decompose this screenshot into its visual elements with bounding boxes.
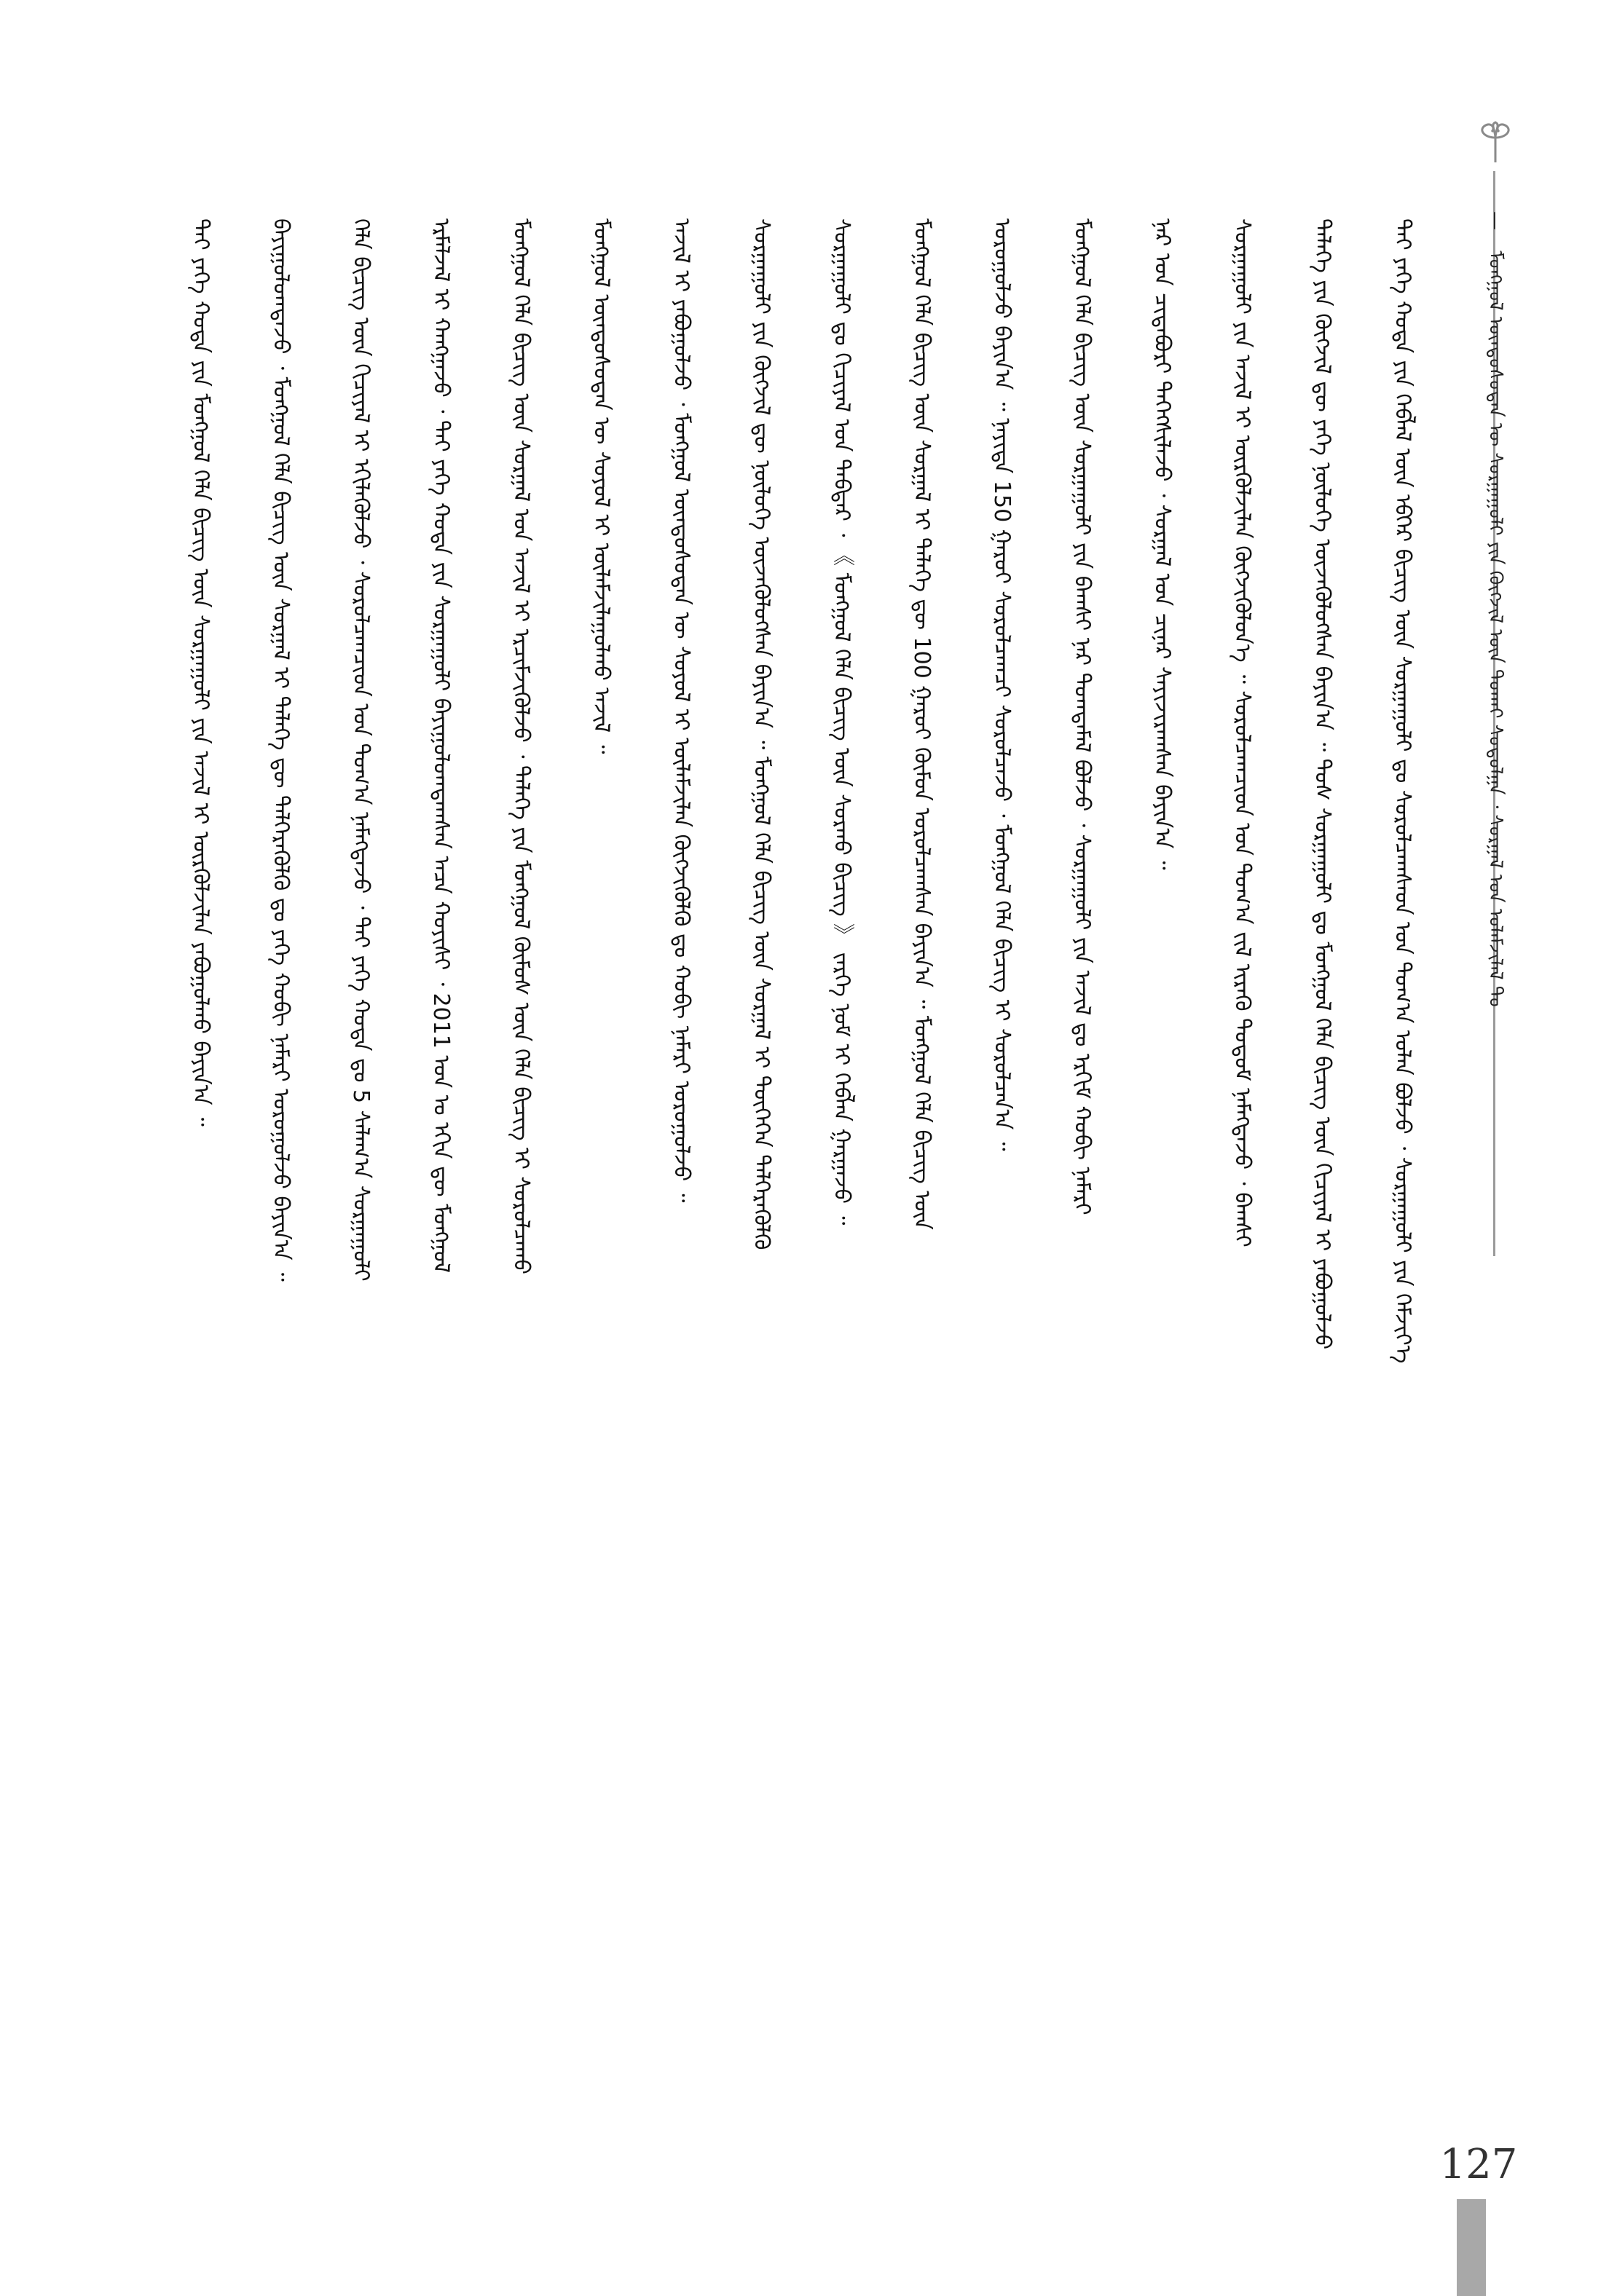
text-column (903, 218, 940, 2010)
text-column (262, 218, 299, 2010)
text-column (983, 218, 1020, 2010)
body-text (182, 218, 1420, 2010)
column-text: ᠲᠡᠢ ᠶᠡᠬᠡ ᠬᠣᠲᠠ ᠶᠢᠨ ᠬᠡᠪᠯᠡᠯ ᠦᠨ ᠡᠪᠬᠡᠷ ᠪᠢᠴᠢᠭ ᠦᠨ ᠰᠤᠷᠭᠠᠭᠤᠯᠢ ᠳᠤ ᠰᠤᠷᠤᠯᠴᠠᠭᠰᠠᠳ ᠤᠨ ᠲᠣᠭ᠎ᠠ ᠣᠯᠠᠨ ᠪᠣᠯᠵᠤ ᠂ ᠰᠤᠷᠭᠠᠭᠤᠯᠢ ᠶᠢᠨ ᠬᠡᠮᠵᠢᠶ᠎ᠡ (1390, 218, 1415, 1364)
column-text: ᠮᠣᠩᠭᠣᠯ ᠬᠡᠯᠡ ᠪᠢᠴᠢᠭ ᠦᠨ ᠰᠤᠷᠭᠠᠭᠤᠯᠢ ᠶᠢᠨ ᠪᠠᠭᠰᠢ ᠨᠠᠷ ᠲᠣᠭᠲᠠᠮᠠᠯ ᠪᠣᠯᠵᠤ ᠂ ᠰᠤᠷᠭᠠᠭᠤᠯᠢ ᠶᠢᠨ ᠠᠵᠢᠯ ᠳᠤ ᠡᠷᠬᠢᠮ ᠬᠤᠪᠢ ᠨᠡᠮᠡᠷᠢ (1069, 218, 1095, 1215)
running-header-dash: — (1484, 211, 1506, 230)
text-column (182, 218, 219, 2010)
side-tab (1457, 2199, 1486, 2296)
column-text: ᠪᠠᠶᠢᠭᠤᠯᠤᠭᠳᠠᠵᠤ ᠂ ᠮᠣᠩᠭᠣᠯ ᠬᠡᠯᠡ ᠪᠢᠴᠢᠭ ᠦᠨ ᠰᠤᠷᠭᠠᠯ ᠢ ᠲᠡᠯᠡᠭᠡ ᠳᠦ ᠳᠡᠯᠭᠡᠷᠡᠭᠦᠯᠬᠦ ᠳᠤ ᠶᠡᠬᠡ ᠬᠤᠪᠢ ᠨᠡᠮᠡᠷᠢ ᠣᠷᠣᠭᠤᠯᠵᠤ ᠪᠠᠶᠢᠨ᠎ᠠ ᠃ (268, 218, 294, 1282)
text-column (663, 218, 699, 2010)
column-text: ᠨᠠᠷ ᠤᠨ ᠴᠢᠳᠠᠪᠤᠷᠢ ᠳᠡᠭᠡᠭᠰᠢᠯᠡᠵᠦ ᠂ ᠰᠤᠷᠭᠠᠯ ᠤᠨ ᠴᠢᠨᠠᠷ ᠰᠠᠶᠢᠵᠢᠷᠠᠭᠰᠠᠨ ᠪᠠᠶᠢᠨ᠎ᠠ ᠃ (1149, 218, 1175, 870)
column-text: ᠮᠣᠩᠭᠣᠯ ᠬᠡᠯᠡ ᠪᠢᠴᠢᠭ ᠦᠨ ᠰᠤᠷᠭᠠᠯ ᠢ ᠲᠡᠯᠡᠭᠡ ᠳᠦ 100 ᠭᠠᠷᠤᠢ ᠬᠦᠮᠦᠨ ᠣᠷᠣᠯᠴᠠᠭᠰᠠᠨ ᠪᠠᠶᠢᠨ᠎ᠠ ᠃ ᠮᠣᠩᠭᠣᠯ ᠬᠡᠯᠡ ᠪᠢᠴᠢᠭ ᠦᠨ (909, 218, 935, 1230)
header-ornament-icon (1470, 120, 1521, 164)
column-text: ᠠᠵᠢᠯ ᠢ ᠶᠠᠪᠤᠭᠤᠯᠵᠤ ᠂ ᠮᠣᠩᠭᠣᠯ ᠦᠨᠳᠦᠰᠦᠲᠡᠨ ᠦ ᠰᠣᠶᠣᠯ ᠢ ᠦᠯᠠᠮᠵᠢᠯᠠᠨ ᠬᠥᠭᠵᠢᠭᠦᠯᠬᠦ ᠳᠤ ᠬᠤᠪᠢ ᠨᠡᠮᠡᠷᠢ ᠣᠷᠣᠭᠤᠯᠵᠤ ᠃ (669, 218, 694, 1203)
column-text: ᠮᠣᠩᠭᠣᠯ ᠦᠨᠳᠦᠰᠦᠲᠡᠨ ᠦ ᠰᠣᠶᠣᠯ ᠢ ᠦᠯᠠᠮᠵᠢᠯᠠᠭᠤᠯᠬᠤ ᠠᠵᠢᠯ ᠃ (589, 218, 614, 754)
column-text: ᠡᠷᠮᠡᠯᠵᠡᠯ ᠢ ᠬᠠᠩᠭᠠᠵᠤ ᠂ ᠲᠡᠢ ᠶᠡᠬᠡ ᠬᠣᠲᠠ ᠶᠢᠨ ᠰᠤᠷᠭᠠᠭᠤᠯᠢ ᠪᠠᠶᠢᠭᠤᠯᠤᠭᠳᠠᠭᠰᠠᠨ ᠠᠴᠠ ᠬᠣᠶᠢᠰᠢ ᠂ 2011 ᠣᠨ ᠤ ᠡᠬᠢᠨ ᠳᠦ ᠮᠣᠩᠭᠣᠯ (428, 218, 454, 1274)
running-header-text: ᠮᠣᠩᠭᠣᠯ ᠦᠨᠳᠦᠰᠦᠲᠡᠨ ᠦ ᠰᠤᠷᠭᠠᠭᠤᠯᠢ ᠶᠢᠨ ᠬᠥᠭᠵᠢᠯ ᠦᠨ ᠲᠤᠬᠠᠢ ᠰᠤᠳᠤᠯᠭᠠ ᠂ ᠰᠤᠷᠭᠠᠯ ᠤᠨ ᠤᠯᠠᠮᠵᠢᠯᠠᠯ ᠲᠤ (1484, 250, 1506, 1007)
column-text: ᠲᠡᠯᠡᠭᠡ ᠶᠢᠨ ᠬᠥᠭᠵᠢᠯ ᠳᠦ ᠶᠡᠬᠡ ᠨᠥᠯᠦᠭᠡ ᠦᠵᠡᠭᠦᠯᠦᠭᠰᠡᠨ ᠪᠠᠶᠢᠨ᠎ᠠ ᠃ ᠲᠤᠰ ᠰᠤᠷᠭᠠᠭᠤᠯᠢ ᠳᠤ ᠮᠣᠩᠭᠣᠯ ᠬᠡᠯᠡ ᠪᠢᠴᠢᠭ ᠦᠨ ᠬᠢᠴᠢᠶᠡᠯ ᠢ ᠶᠠᠪᠤᠭᠤᠯᠵᠤ (1310, 218, 1335, 1350)
text-column (1224, 218, 1260, 2010)
text-column (583, 218, 619, 2010)
column-text: ᠲᠡᠢ ᠶᠡᠬᠡ ᠬᠣᠲᠠ ᠶᠢᠨ ᠮᠣᠩᠭᠣᠯ ᠬᠡᠯᠡ ᠪᠢᠴᠢᠭ ᠦᠨ ᠰᠤᠷᠭᠠᠭᠤᠯᠢ ᠶᠢᠨ ᠠᠵᠢᠯ ᠢ ᠦᠷᠭᠦᠯᠵᠢᠯᠡᠨ ᠶᠠᠪᠤᠭᠤᠯᠬᠤ ᠪᠠᠶᠢᠨ᠎ᠠ ᠃ (188, 218, 213, 1127)
text-column (1304, 218, 1340, 2010)
column-text: ᠣᠷᠣᠭᠤᠯᠵᠤ ᠪᠠᠶᠢᠨ᠎ᠠ ᠃ ᠨᠡᠶᠢᠲᠡ 150 ᠭᠠᠷᠤᠢ ᠰᠤᠷᠤᠯᠴᠠᠭᠴᠢ ᠰᠤᠷᠤᠯᠴᠠᠵᠤ ᠂ ᠮᠣᠩᠭᠣᠯ ᠬᠡᠯᠡ ᠪᠢᠴᠢᠭ ᠢ ᠰᠤᠷᠤᠯᠴᠠᠨ᠎ᠠ ᠃ (989, 218, 1015, 1151)
column-text: ᠰᠤᠷᠭᠠᠭᠤᠯᠢ ᠶᠢᠨ ᠬᠥᠭᠵᠢᠯ ᠳᠦ ᠨᠥᠯᠦᠭᠡ ᠦᠵᠡᠭᠦᠯᠦᠭᠰᠡᠨ ᠪᠠᠶᠢᠨ᠎ᠠ ᠃ ᠮᠣᠩᠭᠣᠯ ᠬᠡᠯᠡ ᠪᠢᠴᠢᠭ ᠦᠨ ᠰᠤᠷᠭᠠᠯ ᠢ ᠲᠦᠭᠡᠭᠡᠨ ᠳᠡᠯᠭᠡᠷᠡᠭᠦᠯᠬᠦ (749, 218, 774, 1250)
text-column (743, 218, 779, 2010)
text-column (1144, 218, 1180, 2010)
running-header (1479, 211, 1515, 1289)
text-column (342, 218, 379, 2010)
text-column (503, 218, 539, 2010)
page-number: 127 (1439, 2141, 1518, 2188)
text-column (1384, 218, 1420, 2010)
column-text: ᠬᠡᠯᠡ ᠪᠢᠴᠢᠭ ᠦᠨ ᠬᠢᠴᠢᠶᠡᠯ ᠢ ᠡᠬᠢᠯᠡᠭᠦᠯᠵᠦ ᠂ ᠰᠤᠷᠤᠯᠴᠠᠭᠴᠢᠳ ᠤᠨ ᠲᠣᠭ᠎ᠠ ᠨᠡᠮᠡᠭᠳᠡᠵᠦ ᠂ ᠲᠡᠢ ᠶᠡᠬᠡ ᠬᠣᠲᠠ ᠳᠤ 5 ᠰᠠᠯᠠᠭ᠎ᠠ ᠰᠤᠷᠭᠠᠭᠤᠯᠢ (348, 218, 374, 1282)
column-text: ᠮᠣᠩᠭᠣᠯ ᠬᠡᠯᠡ ᠪᠢᠴᠢᠭ ᠦᠨ ᠰᠤᠷᠭᠠᠯ ᠤᠨ ᠠᠵᠢᠯ ᠢ ᠡᠷᠴᠢᠮᠵᠢᠭᠦᠯᠵᠦ ᠂ ᠲᠡᠯᠡᠭᠡ ᠶᠢᠨ ᠮᠣᠩᠭᠣᠯ ᠬᠦᠮᠦᠰ ᠦᠨ ᠬᠡᠯᠡ ᠪᠢᠴᠢᠭ ᠢ ᠰᠤᠷᠤᠯᠴᠠᠬᠤ (508, 218, 534, 1275)
column-text: ᠰᠤᠷᠭᠠᠭᠤᠯᠢ ᠳᠤ ᠬᠢᠴᠢᠶᠡᠯ ᠤᠨ ᠳᠡᠪᠲᠡᠷ ᠂ 《 ᠮᠣᠩᠭᠣᠯ ᠬᠡᠯᠡ ᠪᠢᠴᠢᠭ ᠦᠨ ᠰᠤᠷᠬᠤ ᠪᠢᠴᠢᠭ 》 ᠵᠡᠷᠭᠡ ᠨᠣᠮ ᠢ ᠬᠡᠪᠯᠡᠨ ᠭᠠᠷᠭᠠᠵᠤ ᠃ (829, 218, 854, 1226)
column-text: ᠰᠤᠷᠭᠠᠭᠤᠯᠢ ᠶᠢᠨ ᠠᠵᠢᠯ ᠢ ᠦᠷᠭᠦᠯᠵᠢᠯᠡᠨ ᠬᠥᠭᠵᠢᠭᠦᠯᠦᠨ᠎ᠡ ᠃ ᠰᠤᠷᠤᠯᠴᠠᠭᠴᠢᠳ ᠤᠨ ᠲᠣᠭ᠎ᠠ ᠵᠢᠯ ᠢᠷᠡᠬᠦ ᠲᠤᠲᠤᠮ ᠨᠡᠮᠡᠭᠳᠡᠵᠦ ᠂ ᠪᠠᠭᠰᠢ (1230, 218, 1255, 1247)
text-column (823, 218, 859, 2010)
text-column (1063, 218, 1100, 2010)
text-column (422, 218, 459, 2010)
